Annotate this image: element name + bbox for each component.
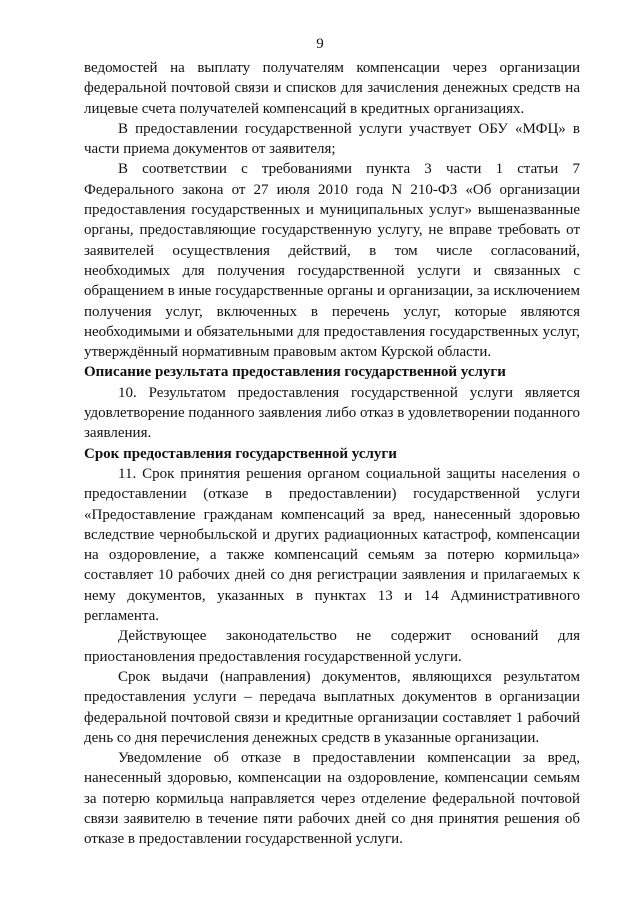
section-heading-term: Срок предоставления государственной услуги (84, 445, 397, 462)
paragraph-refusal-notice: Уведомление об отказе в предоставлении компенсации за вред, нанесенный здоровью, компенсации на оздоровление, компенсации семьям за потерю кормильца направляется через отделение федеральной почтовой связи заявителю в течение пяти рабочих дней со дня принятия решения об отказе в предоставлении государственной услуги. (84, 750, 580, 848)
document-body (84, 58, 580, 850)
paragraph-11-decision-term: 11. Срок принятия решения органом социальной защиты населения о предоставлении (отказе в предоставлении) государственной услуги «Предоставление гражданам компенсаций за вред, нанесенный здоровью вследствие чернобыльской и других радиационных катастроф, компенсации на оздоровление, а также компенсаций семьям за потерю кормильца» составляет 10 рабочих дней со дня регистрации заявления и прилагаемых к нему документов, указанных в пунктах 13 и 14 Административного регламента. (84, 465, 580, 625)
paragraph-continuation: ведомостей на выплату получателям компенсации через организации федеральной почтовой связи и списков для зачисления денежных средств на лицевые счета получателей компенсаций в кредитных организациях. (84, 60, 580, 117)
paragraph-documents-issue-term: Срок выдачи (направления) документов, являющихся результатом предоставления услуги – передача выплатных документов в организации федеральной почтовой связи и кредитные организации составляет 1 рабочий день со дня перечисления денежных средств в указанные организации. (84, 668, 580, 746)
page-number: 9 (316, 36, 324, 52)
section-heading-result: Описание результата предоставления государственной услуги (84, 364, 506, 381)
paragraph-mfc-participation: В предоставлении государственной услуги участвует ОБУ «МФЦ» в части приема документов от заявителя; (84, 120, 580, 158)
paragraph-federal-law-requirements: В соответствии с требованиями пункта 3 части 1 статьи 7 Федерального закона от 27 июля 2010 года N 210-ФЗ «Об организации предоставления государственных и муниципальных услуг» вышеназванные органы, предоставляющие государственную услугу, не вправе требовать от заявителей осуществления действий, в том числе согласований, необходимых для получения государственной услуги и связанных с обращением в иные государственные органы и организации, за исключением получения услуг, включенных в перечень услуг, которые являются необходимыми и обязательными для предоставления государственных услуг, утверждённый нормативным правовым актом Курской области. (84, 161, 580, 361)
paragraph-10-result: 10. Результатом предоставления государственной услуги является удовлетворение поданного заявления либо отказ в удовлетворении поданного заявления. (84, 384, 580, 442)
paragraph-no-suspension-grounds: Действующее законодательство не содержит оснований для приостановления предоставления государственной услуги. (84, 628, 580, 665)
